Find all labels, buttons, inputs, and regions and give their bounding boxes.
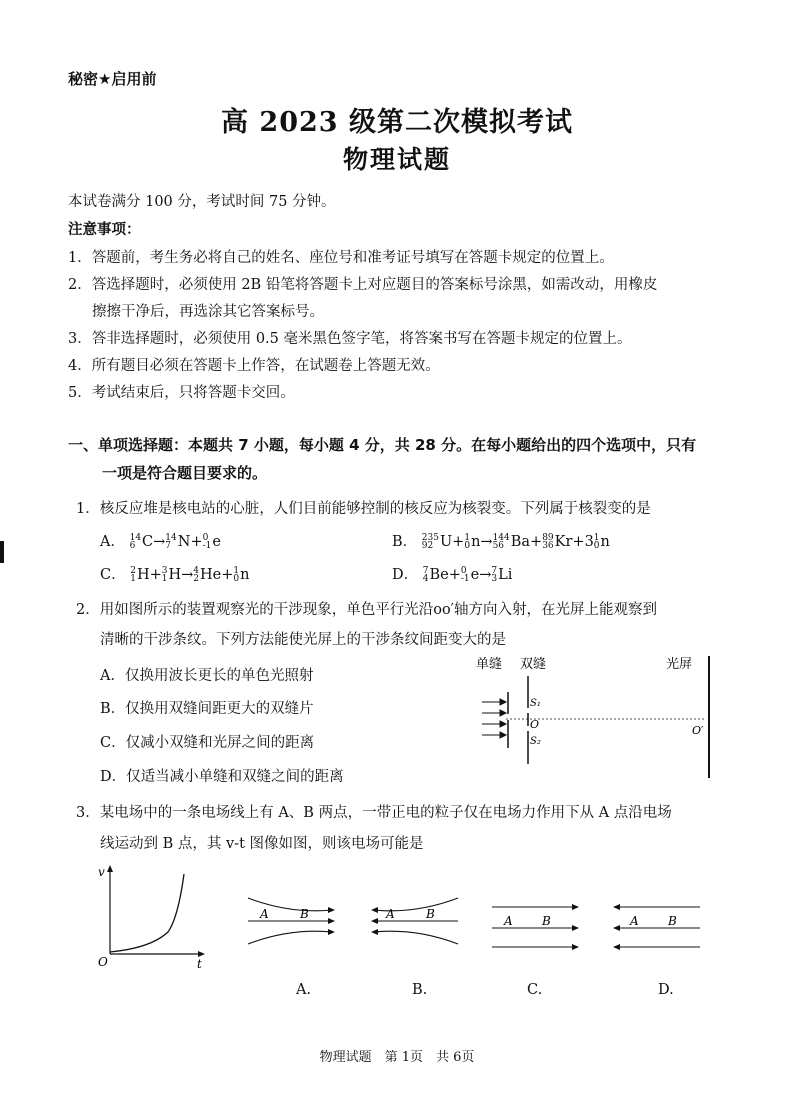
screen-label: 光屏 bbox=[666, 657, 693, 672]
scan-edge-mark bbox=[0, 541, 4, 563]
nuclide-kr89: 89 36 bbox=[542, 533, 554, 551]
section-heading: 一、单项选择题：本题共 7 小题，每小题 4 分，共 28 分。在每小题给出的四个选项中，只有 bbox=[68, 436, 697, 454]
nuclide-neutron: 1 0 bbox=[593, 533, 600, 551]
notes-heading: 注意事项： bbox=[68, 222, 141, 238]
note-item: 1．答题前，考生务必将自己的姓名、座位号和准考证号填写在答题卡规定的位置上。 bbox=[68, 250, 614, 266]
point-a-label: A bbox=[630, 914, 639, 928]
nuclide-li7: 7 3 bbox=[491, 566, 498, 584]
option-letter: B． bbox=[392, 534, 418, 550]
confidential-mark: 秘密★启用前 bbox=[68, 70, 157, 88]
option-letter: A． bbox=[100, 534, 125, 550]
o-label: O bbox=[530, 718, 540, 731]
q1-stem: 1．核反应堆是核电站的心脏，人们目前能够控制的核反应为核裂变。下列属于核裂变的是 bbox=[76, 501, 651, 517]
origin-label: O bbox=[98, 955, 108, 969]
point-b-label: B bbox=[542, 914, 551, 928]
exam-intro: 本试卷满分 100 分，考试时间 75 分钟。 bbox=[68, 194, 336, 210]
q3-choice-a-label: A. bbox=[296, 982, 312, 998]
reaction-part: N+ bbox=[177, 534, 203, 550]
nuclide-electron: 0 -1 bbox=[202, 533, 212, 551]
field-figure-b bbox=[366, 888, 466, 952]
o-prime-label: O′ bbox=[692, 724, 704, 737]
double-slit-label: 双缝 bbox=[520, 657, 547, 672]
reaction-part: U+ bbox=[439, 534, 465, 550]
point-b-label: B bbox=[426, 907, 435, 921]
single-slit-label: 单缝 bbox=[476, 657, 503, 672]
point-a-label: A bbox=[386, 907, 395, 921]
q2-stem-cont: 清晰的干涉条纹。下列方法能使光屏上的干涉条纹间距变大的是 bbox=[100, 632, 506, 648]
reaction-part: n→ bbox=[471, 534, 493, 550]
nuclide-electron: 0 -1 bbox=[460, 566, 470, 584]
v-axis-arrow bbox=[107, 865, 113, 872]
q3-stem: 3．某电场中的一条电场线上有 A、B 两点，一带正电的粒子仅在电场力作用下从 A 点沿电场 bbox=[76, 805, 672, 821]
point-b-label: B bbox=[668, 914, 677, 928]
q2-option-c: C．仅减小双缝和光屏之间的距离 bbox=[100, 735, 315, 751]
reaction-part: H→ bbox=[168, 567, 194, 583]
field-figure-c bbox=[488, 895, 584, 951]
reaction-part: n bbox=[240, 567, 250, 583]
option-letter: C． bbox=[100, 567, 126, 583]
incident-light-arrows bbox=[482, 699, 506, 738]
note-item: 3．答非选择题时，必须使用 0.5 毫米黑色签字笔，将答案书写在答题卡规定的位置上。 bbox=[68, 331, 632, 347]
vt-curve bbox=[110, 874, 184, 952]
nuclide-h3: 3 1 bbox=[161, 566, 168, 584]
field-figure-d bbox=[608, 895, 704, 951]
nuclide-neutron: 1 0 bbox=[464, 533, 471, 551]
option-letter: D． bbox=[392, 567, 419, 583]
page-footer: 物理试题 第 1页 共 6页 bbox=[319, 1050, 475, 1065]
reaction-part: e bbox=[212, 534, 221, 550]
note-item: 4．所有题目必须在答题卡上作答，在试题卷上答题无效。 bbox=[68, 358, 440, 374]
vt-graph bbox=[96, 862, 211, 972]
nuclide-c14: 14 6 bbox=[129, 533, 142, 551]
s2-label: S₂ bbox=[530, 736, 541, 747]
reaction-part: C→ bbox=[142, 534, 166, 550]
nuclide-be7: 7 4 bbox=[422, 566, 429, 584]
nuclide-he4: 4 2 bbox=[193, 566, 200, 584]
note-item: 5．考试结束后，只将答题卡交回。 bbox=[68, 385, 295, 401]
nuclide-n14: 14 7 bbox=[165, 533, 177, 551]
reaction-part: Ba+ bbox=[510, 534, 543, 550]
note-item: 2．答选择题时，必须使用 2B 铅笔将答题卡上对应题目的答案标号涂黑，如需改动，用橡皮 bbox=[68, 277, 658, 293]
v-axis-label: v bbox=[98, 865, 105, 879]
nuclide-neutron: 1 0 bbox=[233, 566, 240, 584]
point-a-label: A bbox=[504, 914, 513, 928]
nuclide-ba144: 144 56 bbox=[492, 533, 510, 551]
point-a-label: A bbox=[260, 907, 269, 921]
q2-stem: 2．用如图所示的装置观察光的干涉现象，单色平行光沿oo′轴方向入射，在光屏上能观察到 bbox=[76, 602, 657, 618]
double-slit-diagram bbox=[470, 652, 730, 782]
q3-stem-cont: 线运动到 B 点，其 v-t 图像如图，则该电场可能是 bbox=[100, 836, 424, 852]
reaction-part: He+ bbox=[200, 567, 234, 583]
reaction-part: e→ bbox=[470, 567, 492, 583]
q1-option-c bbox=[100, 563, 249, 584]
reaction-part: n bbox=[600, 534, 610, 550]
field-figure-a bbox=[240, 888, 340, 952]
t-axis-label: t bbox=[197, 957, 202, 971]
exam-subtitle: 物理试题 bbox=[342, 145, 451, 174]
nuclide-h2: 2 1 bbox=[130, 566, 136, 584]
reaction-part: Be+ bbox=[429, 567, 461, 583]
q1-option-d bbox=[392, 563, 512, 584]
q1-option-a bbox=[100, 530, 221, 551]
q2-option-b: B．仅换用双缝间距更大的双缝片 bbox=[100, 701, 314, 717]
nuclide-u235: 235 92 bbox=[421, 533, 439, 551]
q2-option-a: A．仅换用波长更长的单色光照射 bbox=[100, 668, 314, 684]
reaction-part: H+ bbox=[136, 567, 162, 583]
q3-choice-c-label: C. bbox=[527, 982, 543, 998]
note-item: 擦擦干净后，再选涂其它答案标号。 bbox=[92, 304, 324, 320]
reaction-part: Li bbox=[498, 567, 513, 583]
q3-choice-d-label: D. bbox=[658, 982, 674, 998]
exam-title: 高 2023 级第二次模拟考试 bbox=[221, 107, 573, 138]
section-heading-cont: 一项是符合题目要求的。 bbox=[102, 464, 268, 482]
s1-label: S₁ bbox=[530, 698, 541, 709]
q2-option-d: D．仅适当减小单缝和双缝之间的距离 bbox=[100, 769, 344, 785]
q1-option-b bbox=[392, 530, 610, 551]
point-b-label: B bbox=[300, 907, 309, 921]
reaction-part: Kr+3 bbox=[554, 534, 594, 550]
q3-choice-b-label: B. bbox=[412, 982, 428, 998]
